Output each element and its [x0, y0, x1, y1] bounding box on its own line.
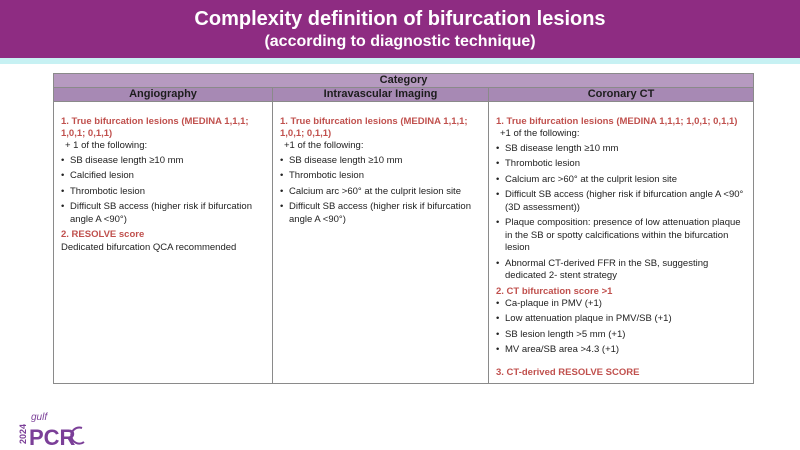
column-header-intravascular-imaging: Intravascular Imaging: [273, 88, 489, 102]
list-item: • Difficult SB access (higher risk if bifurcation angle A <90°): [61, 201, 265, 226]
angiography-cell: [54, 102, 273, 384]
ivi-criteria-list: [280, 155, 481, 227]
header-stripe: [0, 58, 800, 64]
gulf-pcr-logo-graphic: [18, 408, 108, 448]
list-item: • Calcium arc >60° at the culprit lesion site: [496, 174, 746, 187]
angio-criteria-list: [61, 155, 265, 227]
ct-true-bifurcation-title: 1. True bifurcation lesions (MEDINA 1,1,1; 1,0,1; 0,1,1): [496, 116, 738, 127]
angio-true-bifurcation-title: 1. True bifurcation lesions (MEDINA 1,1,1; 1,0,1; 0,1,1): [61, 116, 249, 139]
list-item: • Thrombotic lesion: [61, 186, 265, 199]
ivi-intro: +1 of the following:: [284, 140, 364, 151]
angio-qca-note: Dedicated bifurcation QCA recommended: [61, 242, 237, 253]
column-header-coronary-ct: Coronary CT: [489, 88, 754, 102]
category-header: Category: [54, 74, 754, 88]
ivi-true-bifurcation-title: 1. True bifurcation lesions (MEDINA 1,1,1; 1,0,1; 0,1,1): [280, 116, 468, 139]
logo-year: 2024: [18, 423, 28, 444]
list-item: • Calcified lesion: [61, 170, 265, 183]
complexity-table: [53, 73, 754, 384]
ct-bifurcation-score-title: 2. CT bifurcation score >1: [496, 285, 613, 297]
ct-score-list: [496, 298, 746, 357]
list-item: • Thrombotic lesion: [496, 158, 746, 171]
list-item: • Ca-plaque in PMV (+1): [496, 298, 746, 311]
list-item: • Calcium arc >60° at the culprit lesion site: [280, 186, 481, 199]
title-banner: [0, 0, 800, 58]
angio-resolve-title: 2. RESOLVE score: [61, 229, 145, 240]
list-item: • MV area/SB area >4.3 (+1): [496, 344, 746, 357]
list-item: • SB disease length ≥10 mm: [61, 155, 265, 168]
list-item: • SB disease length ≥10 mm: [496, 143, 746, 156]
list-item: • Difficult SB access (higher risk if bifurcation angle A <90°): [280, 201, 481, 226]
gulf-pcr-logo: [18, 408, 108, 448]
logo-gulf-text: gulf: [31, 412, 48, 423]
ct-intro: +1 of the following:: [500, 128, 580, 139]
list-item: • Low attenuation plaque in PMV/SB (+1): [496, 313, 746, 326]
list-item: • Plaque composition: presence of low attenuation plaque in the SB or spotty calcifications within the bifurcation lesion: [496, 217, 746, 255]
intravascular-imaging-cell: [273, 102, 489, 384]
slide-subtitle: (according to diagnostic technique): [264, 33, 536, 50]
column-header-angiography: Angiography: [54, 88, 273, 102]
ct-criteria-list: [496, 143, 746, 283]
list-item: • SB disease length ≥10 mm: [280, 155, 481, 168]
list-item: • SB lesion length >5 mm (+1): [496, 329, 746, 342]
coronary-ct-cell: [489, 102, 754, 384]
list-item: • Thrombotic lesion: [280, 170, 481, 183]
ct-resolve-title: 3. CT-derived RESOLVE SCORE: [496, 366, 640, 378]
list-item: • Difficult SB access (higher risk if bifurcation angle A <90° (3D assessment)): [496, 189, 746, 214]
angio-intro: + 1 of the following:: [65, 140, 148, 151]
list-item: • Abnormal CT-derived FFR in the SB, suggesting dedicated 2- stent strategy: [496, 258, 746, 283]
logo-pcr-text: PCR: [29, 425, 76, 448]
slide-title: Complexity definition of bifurcation lesions: [194, 8, 606, 30]
